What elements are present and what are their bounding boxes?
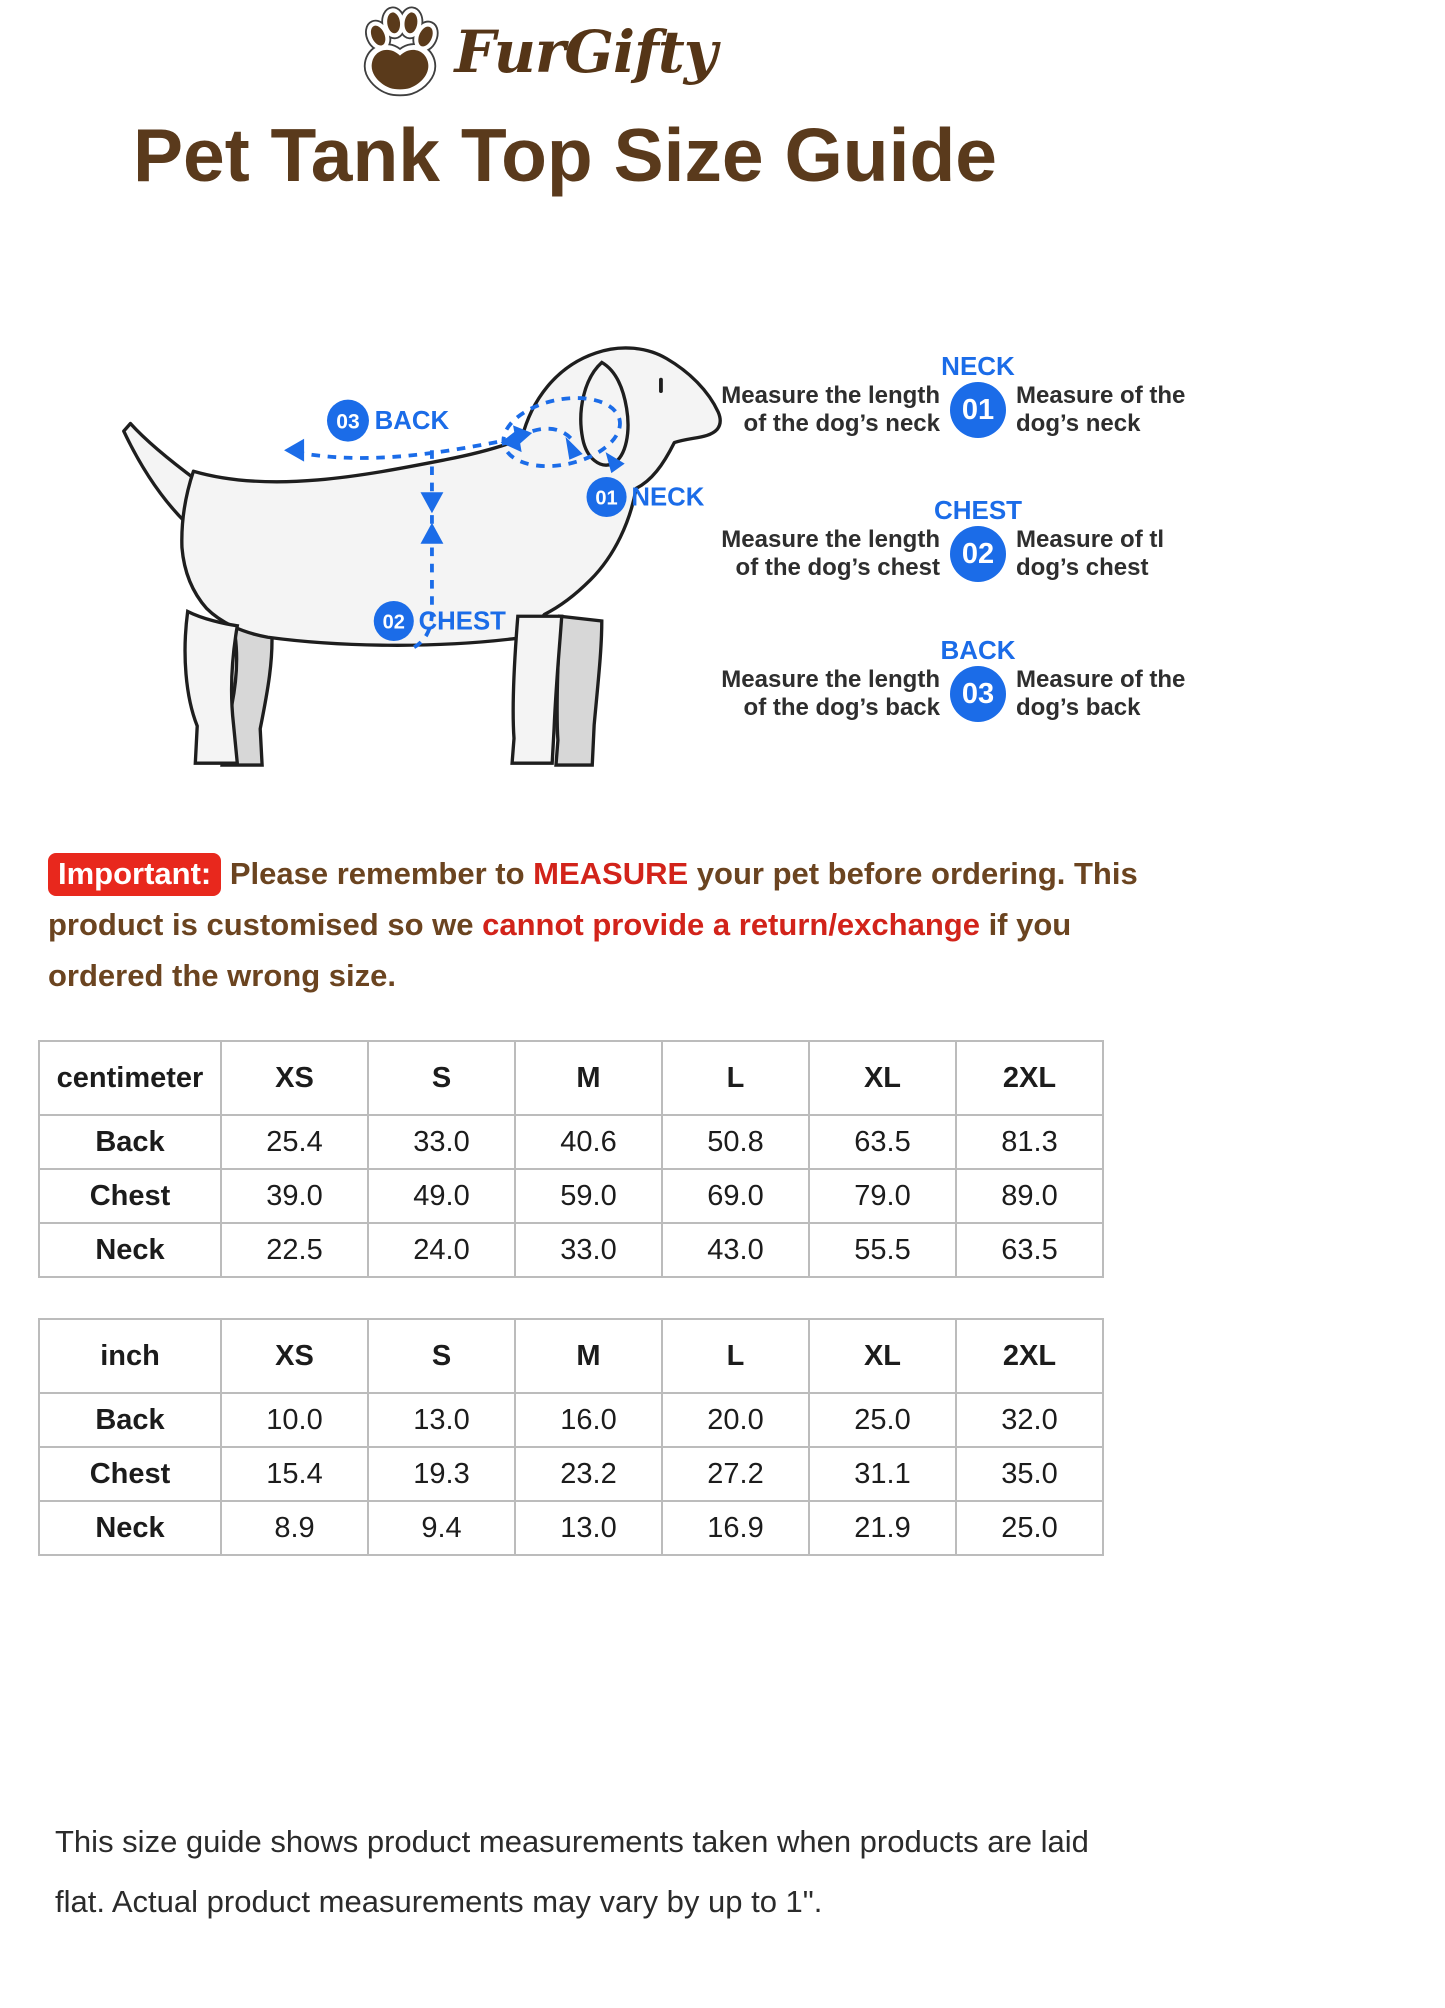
table-row [39,1169,1103,1223]
measurement-value: 25.4 [221,1115,368,1169]
measurement-value: 23.2 [515,1447,662,1501]
brand-logo [0,6,1075,98]
instruction-left-text: Measure the length of the dog’s neck [721,382,940,437]
diagram-badge-chest [374,601,506,641]
badge-back-number: 03 [336,410,360,434]
measurement-value: 89.0 [956,1169,1103,1223]
table-row [39,1447,1103,1501]
size-column-header: M [515,1319,662,1393]
notice-text-segment: ordered the wrong size. [48,958,396,993]
footer-line-2: flat. Actual product measurements may vary by up to 1". [55,1884,823,1919]
measurement-value: 40.6 [515,1115,662,1169]
measurement-row-label: Back [39,1115,221,1169]
cm-size-table [38,1040,1104,1278]
measurement-value: 8.9 [221,1501,368,1555]
measurement-value: 25.0 [956,1501,1103,1555]
notice-line [48,848,1168,899]
footer-note [55,1812,1175,1932]
instruction-right-text: Measure of the dog’s neck [1016,382,1186,437]
measurement-value: 59.0 [515,1169,662,1223]
size-column-header: XS [221,1319,368,1393]
measurement-value: 13.0 [368,1393,515,1447]
badge-neck-number: 01 [595,487,618,510]
measurement-value: 19.3 [368,1447,515,1501]
page-title: Pet Tank Top Size Guide [132,113,997,197]
instruction-label: CHEST [933,495,1023,525]
step-badge: 01 [950,382,1006,438]
instruction-row-neck [0,351,1445,438]
measurement-value: 27.2 [662,1447,809,1501]
size-column-header: S [368,1319,515,1393]
badge-back-label: BACK [374,407,450,436]
measurement-value: 33.0 [368,1115,515,1169]
measurement-row-label: Chest [39,1169,221,1223]
measurement-row-label: Back [39,1393,221,1447]
notice-text-segment: your pet before ordering. This [688,856,1138,891]
notice-text-segment: cannot provide a return/exchange [482,907,980,942]
measurement-value: 49.0 [368,1169,515,1223]
measurement-value: 20.0 [662,1393,809,1447]
diagram-badge-neck [587,477,705,517]
step-badge: 03 [950,666,1006,722]
table-row [39,1501,1103,1555]
measurement-value: 35.0 [956,1447,1103,1501]
badge-neck-label: NECK [631,483,705,512]
notice-text-segment: MEASURE [533,856,689,891]
notice-text-segment: if you [979,907,1072,942]
measurement-value: 10.0 [221,1393,368,1447]
measurement-value: 55.5 [809,1223,956,1277]
brand-name: FurGifty [454,18,717,86]
unit-header: centimeter [39,1041,221,1115]
measurement-value: 33.0 [515,1223,662,1277]
inch-size-table [38,1318,1104,1556]
instruction-label: BACK [940,635,1016,665]
measurement-value: 31.1 [809,1447,956,1501]
footer-line-1: This size guide shows product measurements taken when products are laid [55,1824,1089,1859]
instruction-left-text: Measure the length of the dog’s chest [721,526,940,581]
size-column-header: 2XL [956,1319,1103,1393]
instruction-label: NECK [941,351,1015,381]
table-row [39,1115,1103,1169]
measurement-value: 39.0 [221,1169,368,1223]
measurement-row-label: Chest [39,1447,221,1501]
size-column-header: L [662,1319,809,1393]
instruction-left-text: Measure the length of the dog’s back [721,666,940,721]
badge-chest-label: CHEST [418,607,506,636]
table-row [39,1223,1103,1277]
measurement-value: 79.0 [809,1169,956,1223]
measurement-value: 63.5 [956,1223,1103,1277]
measurement-value: 22.5 [221,1223,368,1277]
measurement-value: 24.0 [368,1223,515,1277]
instruction-right-text: Measure of the dog’s back [1016,666,1186,721]
important-badge: Important: [48,853,221,896]
instruction-row-back [0,635,1445,722]
measurement-value: 69.0 [662,1169,809,1223]
size-column-header: XS [221,1041,368,1115]
step-badge: 02 [950,526,1006,582]
badge-chest-number: 02 [382,611,405,634]
measurement-value: 50.8 [662,1115,809,1169]
measurement-value: 32.0 [956,1393,1103,1447]
measurement-value: 25.0 [809,1393,956,1447]
table-row [39,1393,1103,1447]
measurement-value: 16.0 [515,1393,662,1447]
notice-text-segment: Please remember to [221,856,534,891]
measurement-value: 81.3 [956,1115,1103,1169]
size-column-header: XL [809,1041,956,1115]
measurement-value: 63.5 [809,1115,956,1169]
size-column-header: L [662,1041,809,1115]
measurement-value: 43.0 [662,1223,809,1277]
size-column-header: XL [809,1319,956,1393]
measurement-row-label: Neck [39,1501,221,1555]
measurement-row-label: Neck [39,1223,221,1277]
measurement-value: 9.4 [368,1501,515,1555]
paw-icon [359,6,441,98]
notice-line [48,950,1168,1001]
notice-line [48,899,1168,950]
notice-text-segment: product is customised so we [48,907,483,942]
measurement-value: 15.4 [221,1447,368,1501]
instruction-right-text: Measure of tl dog’s chest [1016,526,1165,581]
size-column-header: 2XL [956,1041,1103,1115]
important-notice [48,848,1168,1001]
measurement-value: 16.9 [662,1501,809,1555]
measurement-value: 13.0 [515,1501,662,1555]
size-column-header: S [368,1041,515,1115]
unit-header: inch [39,1319,221,1393]
size-column-header: M [515,1041,662,1115]
measurement-value: 21.9 [809,1501,956,1555]
